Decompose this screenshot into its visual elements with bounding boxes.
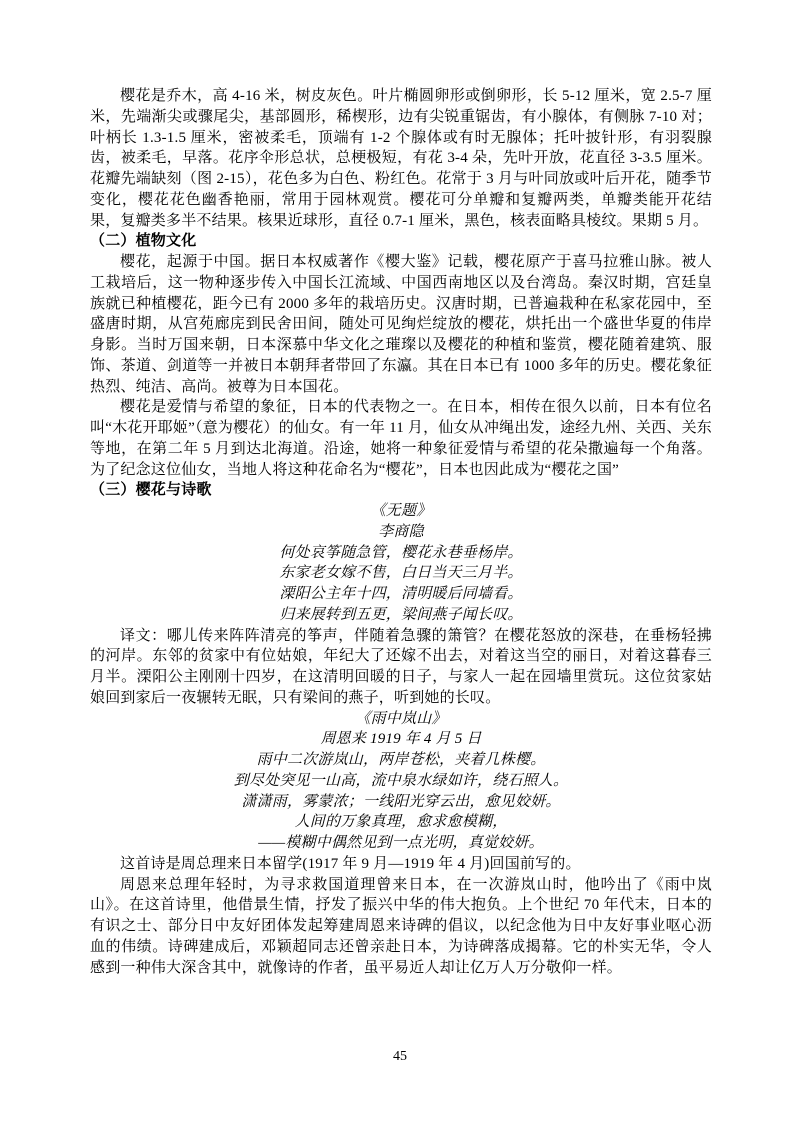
poem-lanshan-line: 到尽处突见一山高，流中泉水绿如许，绕石照人。 bbox=[233, 772, 569, 789]
poem-yuzhong-lanshan bbox=[90, 709, 712, 854]
poem-lanshan-line: 人间的万象真理，愈求愈模糊， bbox=[294, 814, 508, 831]
paragraph-fairy-legend: 樱花是爱情与希望的象征，日本的代表物之一。在日本，相传在很久以前，日本有位名叫“木花开耶姬”（意为樱花）的仙女。有一年 11 月，仙女从冲绳出发，途经九州、关西、关东等地，在第二年 5 月到达北海道。沿途，她将一种象征爱情与希望的花朵撒遍每一个角落。为了纪念这位仙女，当地人将这种花命名为“樱花”，日本也因此成为“樱花之国” bbox=[90, 399, 712, 478]
poem-wuti-title: 《无题》 bbox=[370, 503, 432, 519]
poem-lanshan-line: ——模糊中偶然见到一点光明，真觉姣妍。 bbox=[258, 835, 544, 851]
paragraph-zhou-history: 周恩来总理年轻时，为寻求救国道理曾来日本，在一次游岚山时，他吟出了《雨中岚山》。在这首诗里，他借景生情，抒发了振兴中华的伟大抱负。上个世纪 70 年代末，日本的有识之士、部分日中友好团体发起筹建周恩来诗碑的倡议，以纪念他为日中友好事业呕心沥血的伟绩。诗碑建成后，邓颖超同志还曾亲赴日本，为诗碑落成揭幕。它的朴实无华，令人感到一种伟大深含其中，就像诗的作者，虽平易近人却让亿万人万分敬仰一样。 bbox=[90, 876, 712, 976]
page-number: 45 bbox=[393, 1049, 407, 1064]
paragraph-poem-note: 这首诗是周总理来日本留学(1917 年 9 月—1919 年 4 月)回国前写的。 bbox=[120, 855, 581, 872]
poem-lanshan-line: 雨中二次游岚山，两岸苍松，夹着几株樱。 bbox=[256, 752, 546, 768]
poem-wuti-line: 东家老女嫁不售，白日当天三月半。 bbox=[279, 565, 523, 582]
paragraph-origin-history: 樱花，起源于中国。据日本权威著作《樱大鉴》记载，樱花原产于喜马拉雅山脉。被人工栽培后，这一物种逐步传入中国长江流域、中国西南地区以及台湾岛。秦汉时期，宫廷皇族就已种植樱花，距今已有 2000 多年的栽培历史。汉唐时期，已普遍栽种在私家花园中，至盛唐时期，从宫苑廊庑到民舍田间，随处可见绚烂绽放的樱花，烘托出一个盛世华夏的伟岸身影。当时万国来朝，日本深慕中华文化之璀璨以及樱花的种植和鉴赏，樱花随着建筑、服饰、茶道、剑道等一并被日本朝拜者带回了东瀛。其在日本已有 1000 多年的历史。樱花象征热烈、纯洁、高尚。被尊为日本国花。 bbox=[90, 254, 712, 395]
paragraph-translation: 译文：哪儿传来阵阵清亮的筝声，伴随着急骤的箫管？在樱花怒放的深巷，在垂杨轻拂的河岸。东邻的贫家中有位姑娘，年纪大了还嫁不出去，对着这当空的丽日，对着这暮春三月半。溧阳公主刚刚十四岁，在这清明回暖的日子，与家人一起在园墙里赏玩。这位贫家姑娘回到家后一夜辗转无眠，只有梁间的燕子，听到她的长叹。 bbox=[90, 627, 712, 706]
poem-lanshan-title: 《雨中岚山》 bbox=[355, 710, 447, 727]
poem-wuti bbox=[90, 501, 712, 626]
poem-wuti-line: 归来展转到五更，梁间燕子闻长叹。 bbox=[279, 606, 523, 623]
paragraph-botany-description: 樱花是乔木，高 4-16 米，树皮灰色。叶片椭圆卵形或倒卵形，长 5-12 厘米，宽 2.5-7 厘米，先端渐尖或骤尾尖，基部圆形，稀楔形，边有尖锐重锯齿，有小腺体，有侧脉 7-10 对；叶柄长 1.3-1.5 厘米，密被柔毛，顶端有 1-2 个腺体或有时无腺体；托叶披针形，有羽裂腺齿，被柔毛，早落。花序伞形总状，总梗极短，有花 3-4 朵，先叶开放，花直径 3-3.5 厘米。花瓣先端缺刻（图 2-15），花色多为白色、粉红色。花常于 3 月与叶同放或叶后开花，随季节变化，樱花花色幽香艳丽，常用于园林观赏。樱花可分单瓣和复瓣两类，单瓣类能开花结果，复瓣类多半不结果。核果近球形，直径 0.7-1 厘米，黑色，核表面略具棱纹。果期 5 月。 bbox=[90, 88, 712, 229]
poem-wuti-line: 溧阳公主年十四，清明暖后同墙看。 bbox=[279, 586, 523, 602]
section-heading-plant-culture: （二）植物文化 bbox=[90, 233, 197, 250]
page-content bbox=[90, 86, 712, 978]
poem-wuti-line: 何处哀筝随急管，樱花永巷垂杨岸。 bbox=[279, 544, 523, 561]
poem-wuti-author: 李商隐 bbox=[378, 523, 424, 540]
poem-lanshan-line: 潇潇雨，雾蒙浓；一线阳光穿云出，愈见姣妍。 bbox=[241, 793, 561, 810]
poem-lanshan-author-date: 周恩来 1919 年 4 月 5 日 bbox=[320, 731, 482, 748]
section-heading-poetry: （三）樱花与诗歌 bbox=[90, 482, 212, 499]
